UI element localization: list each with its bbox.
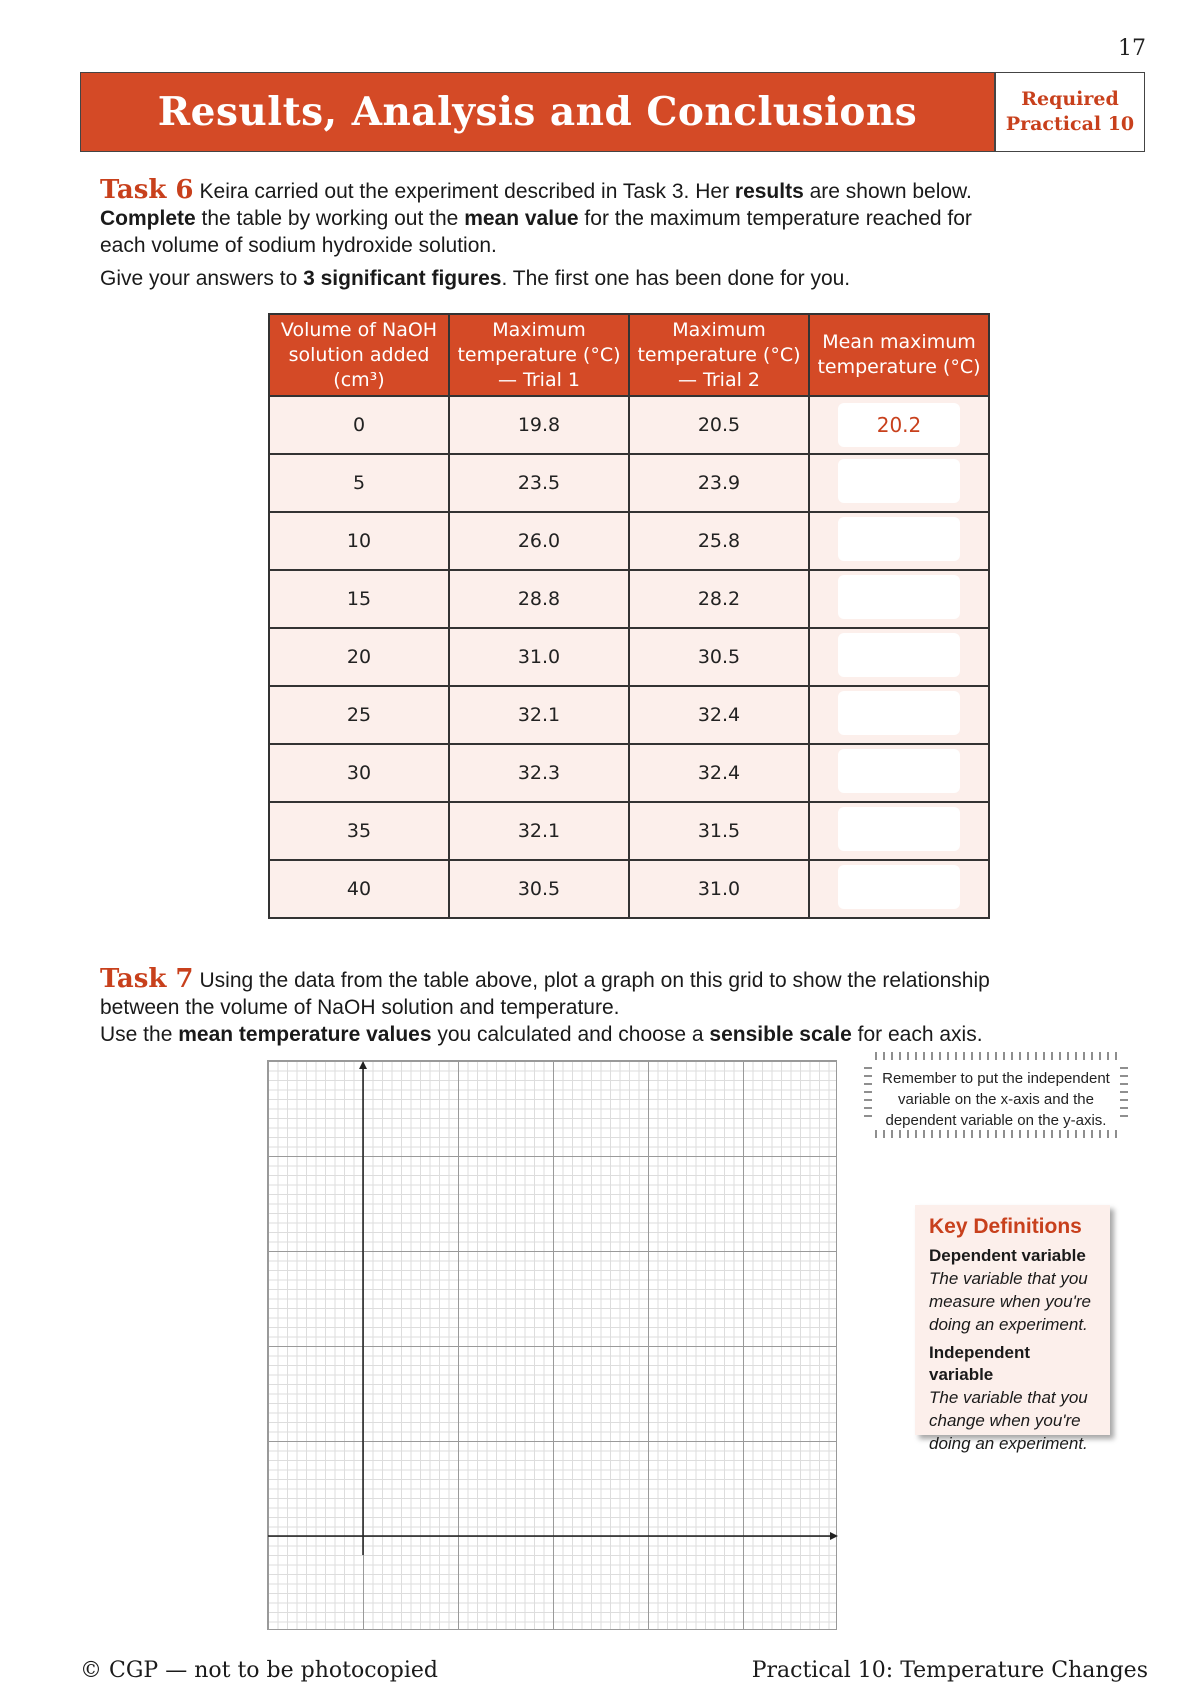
table-row (269, 454, 989, 512)
required-practical-badge (995, 72, 1145, 152)
x-axis-arrow-icon (830, 1532, 838, 1540)
cell-trial2: 32.4 (629, 686, 809, 744)
cell-trial2: 30.5 (629, 628, 809, 686)
header-mean: Mean maximum temperature (°C) (809, 314, 989, 396)
cell-trial1: 23.5 (449, 454, 629, 512)
footer-practical-title: Practical 10: Temperature Changes (751, 1658, 1148, 1683)
cell-volume: 35 (269, 802, 449, 860)
reminder-note (862, 1050, 1130, 1140)
mean-answer-field[interactable] (838, 575, 960, 619)
cell-mean[interactable] (809, 628, 989, 686)
table-row (269, 628, 989, 686)
cell-volume: 30 (269, 744, 449, 802)
mean-answer-field[interactable] (838, 517, 960, 561)
cell-mean[interactable] (809, 802, 989, 860)
graph-grid[interactable] (267, 1060, 837, 1630)
table-row (269, 396, 989, 454)
cell-trial2: 31.5 (629, 802, 809, 860)
reminder-text: Remember to put the independent variable on the x-axis and the dependent variable on the y-axis. (882, 1070, 1110, 1129)
cell-trial1: 32.1 (449, 802, 629, 860)
cell-mean[interactable] (809, 860, 989, 918)
mean-answer-field[interactable] (838, 749, 960, 793)
cell-trial2: 25.8 (629, 512, 809, 570)
task6-paragraph-2: Give your answers to 3 significant figures. The first one has been done for you. (100, 267, 851, 290)
cell-mean[interactable] (809, 744, 989, 802)
task7-paragraph-1: Task 7 Using the data from the table above, plot a graph on this grid to show the relationship between the volume of NaOH solution and temperature. (100, 964, 990, 1019)
cell-trial1: 32.1 (449, 686, 629, 744)
cell-mean[interactable] (809, 686, 989, 744)
footer-copyright: © CGP — not to be photocopied (80, 1658, 438, 1683)
mean-answer-field[interactable] (838, 865, 960, 909)
cell-volume: 25 (269, 686, 449, 744)
task6-paragraph-1: Task 6 Keira carried out the experiment described in Task 3. Her results are shown below. Complete the table by working out the mean value for the maximum temperature reached for each volume of sodium hydroxide solution. (100, 175, 972, 257)
cell-trial2: 31.0 (629, 860, 809, 918)
cell-trial2: 28.2 (629, 570, 809, 628)
cell-trial1: 32.3 (449, 744, 629, 802)
definition-independent: The variable that you change when you're doing an experiment. (929, 1388, 1088, 1453)
cell-volume: 0 (269, 396, 449, 454)
cell-trial2: 20.5 (629, 396, 809, 454)
results-table (268, 313, 990, 919)
table-row (269, 570, 989, 628)
task6-block (100, 177, 1020, 292)
table-row (269, 802, 989, 860)
key-definitions-box (915, 1205, 1110, 1453)
term-dependent: Dependent variable (929, 1246, 1086, 1265)
table-header-row (269, 314, 989, 396)
cell-volume: 40 (269, 860, 449, 918)
mean-answer-field[interactable] (838, 459, 960, 503)
term-independent: Independent variable (929, 1343, 1031, 1384)
cell-trial1: 19.8 (449, 396, 629, 454)
mean-answer-field[interactable] (838, 807, 960, 851)
mean-answer-field[interactable]: 20.2 (838, 403, 960, 447)
table-row (269, 860, 989, 918)
cell-volume: 5 (269, 454, 449, 512)
cell-mean[interactable] (809, 396, 989, 454)
practical-label: Practical 10 (1005, 113, 1135, 135)
cell-mean[interactable] (809, 512, 989, 570)
table-row (269, 744, 989, 802)
task7-paragraph-2: Use the mean temperature values you calculated and choose a sensible scale for each axis. (100, 1023, 983, 1046)
page-title: Results, Analysis and Conclusions (157, 89, 918, 135)
cell-trial2: 32.4 (629, 744, 809, 802)
definition-dependent: The variable that you measure when you're doing an experiment. (929, 1269, 1091, 1334)
page-banner (80, 72, 995, 152)
cell-volume: 15 (269, 570, 449, 628)
mean-answer-field[interactable] (838, 633, 960, 677)
cell-trial1: 31.0 (449, 628, 629, 686)
task6-label: Task 6 (100, 175, 194, 205)
key-definitions-title: Key Definitions (929, 1215, 1082, 1238)
cell-trial2: 23.9 (629, 454, 809, 512)
header-trial1: Maximum temperature (°C) — Trial 1 (449, 314, 629, 396)
table-row (269, 686, 989, 744)
header-volume: Volume of NaOH solution added (cm³) (269, 314, 449, 396)
cell-mean[interactable] (809, 454, 989, 512)
cell-trial1: 26.0 (449, 512, 629, 570)
header-trial2: Maximum temperature (°C) — Trial 2 (629, 314, 809, 396)
cell-mean[interactable] (809, 570, 989, 628)
required-label: Required (1021, 88, 1119, 110)
cell-volume: 20 (269, 628, 449, 686)
cell-trial1: 28.8 (449, 570, 629, 628)
task7-block (100, 966, 1020, 1048)
y-axis-arrow-icon (359, 1061, 367, 1069)
mean-answer-field[interactable] (838, 691, 960, 735)
table-row (269, 512, 989, 570)
task7-label: Task 7 (100, 964, 194, 994)
page-number: 17 (1118, 36, 1146, 61)
cell-trial1: 30.5 (449, 860, 629, 918)
cell-volume: 10 (269, 512, 449, 570)
